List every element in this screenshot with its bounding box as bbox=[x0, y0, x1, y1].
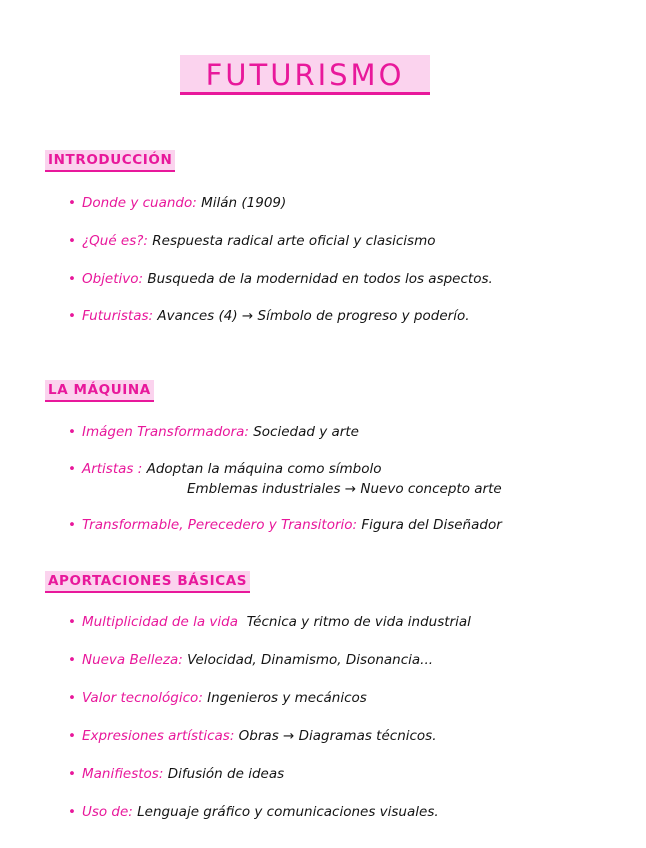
section-heading-aportaciones-basicas: APORTACIONES BÁSICAS bbox=[45, 571, 250, 593]
item-text: Milán (1909) bbox=[201, 195, 287, 211]
bullet-icon: • bbox=[68, 804, 76, 820]
section-heading-la-maquina: LA MÁQUINA bbox=[45, 380, 154, 402]
item-text-continuation: Emblemas industriales → Nuevo concepto arte bbox=[187, 481, 502, 497]
item-text: Sociedad y arte bbox=[253, 424, 359, 440]
bullet-icon: • bbox=[68, 766, 76, 782]
list-item bbox=[68, 307, 470, 325]
list-item bbox=[68, 423, 359, 441]
item-text: Busqueda de la modernidad en todos los aspectos. bbox=[147, 271, 493, 287]
item-text: Figura del Diseñador bbox=[361, 517, 502, 533]
bullet-icon: • bbox=[68, 614, 76, 630]
list-item bbox=[68, 194, 286, 212]
item-label: Futuristas: bbox=[81, 308, 154, 324]
section-heading-introduccion: INTRODUCCIÓN bbox=[45, 150, 175, 172]
item-label: Imágen Transformadora: bbox=[81, 424, 249, 440]
item-text: Avances (4) → Símbolo de progreso y poderío. bbox=[157, 308, 470, 324]
item-text: Respuesta radical arte oficial y clasicismo bbox=[152, 233, 436, 249]
item-label: ¿Qué es?: bbox=[81, 233, 148, 249]
item-label: Nueva Belleza: bbox=[81, 652, 183, 668]
list-item bbox=[68, 516, 502, 534]
bullet-icon: • bbox=[68, 517, 76, 533]
list-item bbox=[68, 727, 437, 745]
item-text: Lenguaje gráfico y comunicaciones visuales. bbox=[137, 804, 439, 820]
list-item bbox=[68, 651, 433, 669]
item-text: Ingenieros y mecánicos bbox=[207, 690, 367, 706]
item-label: Uso de: bbox=[81, 804, 133, 820]
item-text: Adoptan la máquina como símbolo bbox=[146, 461, 382, 477]
list-item bbox=[68, 613, 471, 631]
bullet-icon: • bbox=[68, 308, 76, 324]
list-item bbox=[68, 460, 382, 478]
bullet-icon: • bbox=[68, 461, 76, 477]
page-title: FUTURISMO bbox=[180, 55, 430, 95]
bullet-icon: • bbox=[68, 271, 76, 287]
item-label: Transformable, Perecedero y Transitorio: bbox=[81, 517, 358, 533]
item-label: Multiplicidad de la vida bbox=[81, 614, 238, 630]
bullet-icon: • bbox=[68, 195, 76, 211]
item-label: Expresiones artísticas: bbox=[81, 728, 235, 744]
item-text: Técnica y ritmo de vida industrial bbox=[246, 614, 471, 630]
list-item bbox=[68, 803, 439, 821]
bullet-icon: • bbox=[68, 652, 76, 668]
item-label: Donde y cuando: bbox=[81, 195, 197, 211]
item-text: Difusión de ideas bbox=[167, 766, 285, 782]
bullet-icon: • bbox=[68, 424, 76, 440]
bullet-icon: • bbox=[68, 233, 76, 249]
bullet-icon: • bbox=[68, 690, 76, 706]
item-text: Obras → Diagramas técnicos. bbox=[238, 728, 437, 744]
item-label: Objetivo: bbox=[81, 271, 144, 287]
bullet-icon: • bbox=[68, 728, 76, 744]
list-item bbox=[68, 765, 284, 783]
list-item bbox=[68, 232, 436, 250]
item-label: Valor tecnológico: bbox=[81, 690, 203, 706]
item-label: Artistas : bbox=[81, 461, 143, 477]
list-item bbox=[68, 689, 367, 707]
item-label: Manifiestos: bbox=[81, 766, 164, 782]
list-item bbox=[68, 270, 493, 288]
item-text: Velocidad, Dinamismo, Disonancia... bbox=[187, 652, 434, 668]
